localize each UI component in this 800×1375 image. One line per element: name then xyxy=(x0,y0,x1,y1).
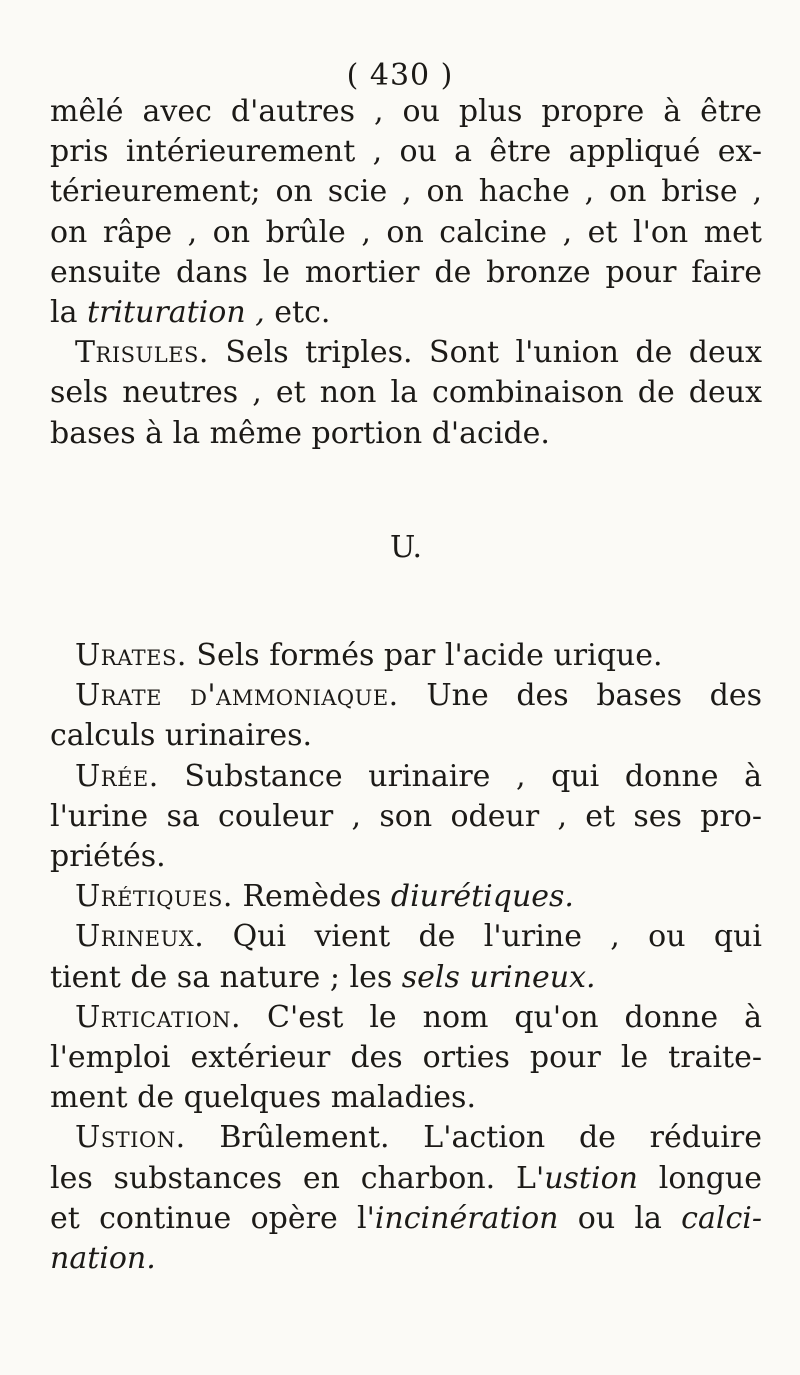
entry-headword: Urate d'ammoniaque. xyxy=(75,678,399,714)
text-fragment: tient de sa nature ; les xyxy=(50,959,402,995)
entry-uretiques xyxy=(50,877,762,917)
entry-headword: Ustion. xyxy=(75,1120,186,1156)
entry-text: Remèdes xyxy=(232,879,391,915)
entry-headword: Trisules. xyxy=(75,335,209,371)
italic-term: nation. xyxy=(50,1241,156,1277)
italic-term: sels urineux. xyxy=(401,959,596,995)
entry-urineux xyxy=(50,917,762,957)
page-body xyxy=(50,92,762,1279)
entry-text: Sels triples. Sont l'union de deux xyxy=(208,335,762,371)
text-line xyxy=(50,293,762,333)
italic-term: diurétiques. xyxy=(390,879,574,915)
italic-term: calci- xyxy=(681,1200,762,1236)
text-line: ment de quelques maladies. xyxy=(50,1080,476,1116)
text-line xyxy=(50,1199,762,1239)
text-line: priétés. xyxy=(50,839,166,875)
text-fragment: les substances en charbon. xyxy=(50,1160,517,1196)
entry-headword: Urétiques. xyxy=(75,879,233,915)
entry-text: Substance urinaire , qui donne à xyxy=(158,758,762,794)
text-line xyxy=(50,958,762,998)
italic-term: trituration , xyxy=(87,295,265,331)
text-line: térieurement; on scie , on hache , on brise , xyxy=(50,174,762,210)
text-fragment: et continue opère l' xyxy=(50,1200,375,1236)
text-line: sels neutres , et non la combinaison de deux xyxy=(50,375,762,411)
text-line: mêlé avec d'autres , ou plus propre à être xyxy=(50,94,762,129)
italic-term: incinération xyxy=(374,1200,559,1236)
text-line xyxy=(50,1159,762,1199)
entry-text: Brûlement. L'action de réduire xyxy=(185,1120,762,1156)
text-fragment: L' xyxy=(516,1160,545,1196)
entry-headword: Urée. xyxy=(75,758,159,794)
section-heading: U. xyxy=(389,529,423,565)
entry-urtication xyxy=(50,998,762,1038)
entry-headword: Urineux. xyxy=(75,919,205,955)
entry-text: C'est le nom qu'on donne à xyxy=(241,999,762,1035)
entry-urate-ammoniaque xyxy=(50,676,762,716)
text-fragment: la xyxy=(50,295,88,331)
entry-headword: Urtication. xyxy=(75,999,242,1035)
entry-text: Qui vient de l'urine , ou qui xyxy=(204,919,762,955)
text-line xyxy=(50,1239,762,1279)
entry-urates xyxy=(50,636,762,676)
entry-text: Une des bases des xyxy=(398,678,762,714)
text-line: ensuite dans le mortier de bronze pour faire xyxy=(50,254,762,290)
text-line: pris intérieurement , ou a être appliqué ex- xyxy=(50,134,762,170)
entry-headword: Urates. xyxy=(75,638,187,674)
italic-term: ustion xyxy=(544,1160,638,1196)
text-fragment: ou la xyxy=(558,1200,682,1236)
text-line: on râpe , on brûle , on calcine , et l'on met xyxy=(50,214,762,250)
text-fragment: etc. xyxy=(264,295,331,331)
entry-ustion xyxy=(50,1118,762,1158)
text-fragment: longue xyxy=(637,1160,763,1196)
page-number: ( 430 ) xyxy=(346,58,454,93)
text-line: calculs urinaires. xyxy=(50,718,313,754)
text-line: l'urine sa couleur , son odeur , et ses pro- xyxy=(50,798,762,834)
entry-trisules xyxy=(50,333,762,373)
entry-uree xyxy=(50,757,762,797)
entry-text: Sels formés par l'acide urique. xyxy=(186,638,663,674)
text-line: l'emploi extérieur des orties pour le traite- xyxy=(50,1040,762,1076)
text-line: bases à la même portion d'acide. xyxy=(50,415,550,451)
